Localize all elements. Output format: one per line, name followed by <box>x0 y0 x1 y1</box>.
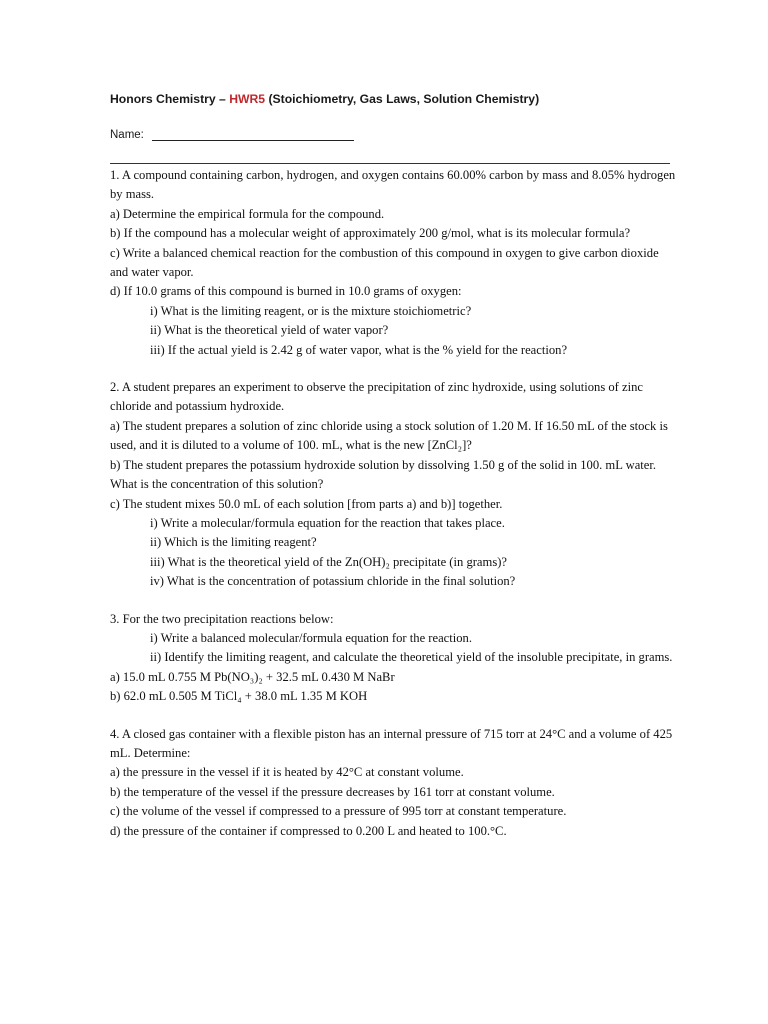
name-row <box>110 129 354 141</box>
question-2-part-b: b) The student prepares the potassium hydroxide solution by dissolving 1.50 g of the solid in 100. mL water. What is the concentration of this solution? <box>110 457 657 492</box>
question-2-subpart-i: i) Write a molecular/formula equation for the reaction that takes place. <box>150 515 505 530</box>
question-4-part-b: b) the temperature of the vessel if the pressure decreases by 161 torr at constant volume. <box>110 784 555 799</box>
question-1-part-c: c) Write a balanced chemical reaction for the combustion of this compound in oxygen to give carbon dioxide and water vapor. <box>110 245 659 280</box>
question-2-stem: 2. A student prepares an experiment to observe the precipitation of zinc hydroxide, using solutions of zinc chloride and potassium hydroxide. <box>110 380 644 414</box>
question-3 <box>110 610 676 707</box>
question-2-subpart-iii: iii) What is the theoretical yield of the Zn(OH)₂ precipitate (in grams)? <box>150 554 508 569</box>
question-2-subpart-ii: ii) Which is the limiting reagent? <box>150 535 317 550</box>
question-4-part-d: d) the pressure of the container if compressed to 0.200 L and heated to 100.°C. <box>110 823 507 838</box>
questions-body <box>110 166 676 841</box>
question-2-part-c: c) The student mixes 50.0 mL of each solution [from parts a) and b)] together. <box>110 496 503 511</box>
question-2-subpart-iv: iv) What is the concentration of potassium chloride in the final solution? <box>150 574 516 589</box>
question-1-part-a: a) Determine the empirical formula for the compound. <box>110 206 385 221</box>
question-1-stem: 1. A compound containing carbon, hydrogen, and oxygen contains 60.00% carbon by mass and 8.05% hydrogen by mass. <box>110 168 676 202</box>
question-3-subpart-ii: ii) Identify the limiting reagent, and calculate the theoretical yield of the insoluble precipitate, in grams. <box>150 650 673 665</box>
name-blank-line <box>152 140 354 141</box>
worksheet-title <box>110 92 539 106</box>
question-1-subpart-iii: iii) If the actual yield is 2.42 g of water vapor, what is the % yield for the reaction? <box>150 342 568 357</box>
question-1-subpart-ii: ii) What is the theoretical yield of water vapor? <box>150 323 389 338</box>
question-3-part-a: a) 15.0 mL 0.755 M Pb(NO₃)₂ + 32.5 mL 0.430 M NaBr <box>110 669 395 684</box>
name-label: Name: <box>110 129 144 141</box>
question-1-part-d: d) If 10.0 grams of this compound is burned in 10.0 grams of oxygen: <box>110 284 462 299</box>
question-2 <box>110 378 676 591</box>
question-1-subpart-i: i) What is the limiting reagent, or is the mixture stoichiometric? <box>150 303 472 318</box>
question-2-part-a: a) The student prepares a solution of zinc chloride using a stock solution of 1.20 M. If 16.50 mL of the stock is used, and it is diluted to a volume of 100. mL, what is the new [ZnCl₂]? <box>110 418 668 453</box>
question-3-part-b: b) 62.0 mL 0.505 M TiCl₄ + 38.0 mL 1.35 M KOH <box>110 689 368 704</box>
question-4-part-c: c) the volume of the vessel if compressed to a pressure of 995 torr at constant temperature. <box>110 804 567 819</box>
header-divider <box>110 163 670 164</box>
title-suffix: (Stoichiometry, Gas Laws, Solution Chemistry) <box>265 92 540 106</box>
question-1 <box>110 166 676 360</box>
question-4-stem: 4. A closed gas container with a flexible piston has an internal pressure of 715 torr at 24°C and a volume of 425 mL. Determine: <box>110 726 673 760</box>
question-3-subpart-i: i) Write a balanced molecular/formula equation for the reaction. <box>150 630 473 645</box>
question-4 <box>110 725 676 841</box>
title-hw-code: HWR5 <box>229 92 266 106</box>
question-4-part-a: a) the pressure in the vessel if it is heated by 42°C at constant volume. <box>110 765 464 780</box>
title-prefix: Honors Chemistry – <box>110 92 230 106</box>
question-1-part-b: b) If the compound has a molecular weight of approximately 200 g/mol, what is its molecular formula? <box>110 226 631 241</box>
question-3-stem: 3. For the two precipitation reactions below: <box>110 611 334 626</box>
